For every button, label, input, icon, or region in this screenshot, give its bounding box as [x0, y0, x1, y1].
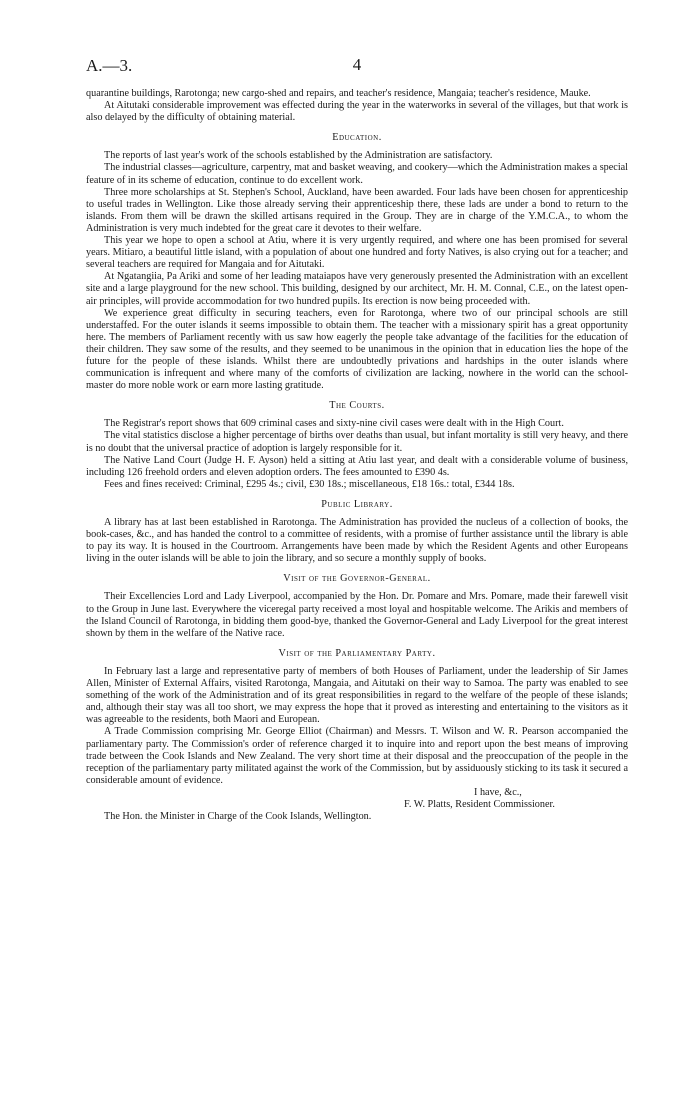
page-header — [86, 56, 628, 80]
paragraph: A Trade Commission comprising Mr. George Elliot (Chairman) and Messrs. T. Wilson and W. R. Pearson accompanied the parliamentary party. The Commission's order of reference charged it to inquire into and report upon the best means of improving trade between the Cook Islands and New Zealand. The very short time at their disposal and the preoccupation of the people in the reception of the parliamentary party militated against the work of the Commission, but by assiduously sticking to its task it secured a considerable amount of evidence. — [86, 726, 628, 786]
paragraph: quarantine buildings, Rarotonga; new cargo-shed and repairs, and teacher's residence, Mangaia; teacher's residence, Mauke. — [86, 88, 591, 99]
paragraph: In February last a large and representative party of members of both Houses of Parliament, under the leadership of Sir James Allen, Minister of External Affairs, visited Rarotonga, Mangaia, and Aitutaki on their way to Samoa. The party was enabled to see something of the work of the Administration and of its great responsibilities in regard to the welfare of the people of these islands; and, although their stay was all too short, we may express the hope that it proved as interesting and entertaining to the visitors as it was agreeable to the residents, both Maori and European. — [86, 665, 628, 726]
paragraph: Fees and fines received: Criminal, £295 4s.; civil, £30 18s.; miscellaneous, £18 16s.: total, £344 18s. — [104, 478, 515, 490]
section-heading-library: Public Library. — [321, 498, 393, 510]
page-number: 4 — [352, 55, 362, 74]
page-body — [86, 88, 628, 823]
paragraph: At Aitutaki considerable improvement was effected during the year in the waterworks in several of the villages, but that work is also delayed by the difficulty of obtaining material. — [86, 100, 628, 124]
section-heading-parliamentary: Visit of the Parliamentary Party. — [278, 647, 436, 659]
paragraph: A library has at last been established in Rarotonga. The Administration has provided the nucleus of a collection of books, the book-cases, &c., and has handed the control to a committee of residents, with a promise of further assistance until the library is able to pay its way. It is housed in the Courtroom. Arrangements have been made by which the Resident Agents and other Europeans living in the outer islands will be able to join the library, and so secure a monthly supply of books. — [86, 517, 628, 565]
paragraph: We experience great difficulty in securing teachers, even for Rarotonga, where two of our principal schools are still understaffed. For the outer islands it seems impossible to obtain them. The teacher with a missionary spirit has a great opportunity here. The members of Parliament recently with us saw how eagerly the people take advantage of the facilities for the education of their children. They saw some of the results, and they seemed to be unanimous in the opinion that in education lies the hope of the future for the people of these islands. Whilst there are undoubtedly privations and hardships in the outer islands where communication is infrequent and where many of the comforts of civilization are lacking, nowhere in the world can the school-master do more noble work or earn more lasting gratitude. — [86, 307, 628, 392]
paragraph: This year we hope to open a school at Atiu, where it is very urgently required, and where one has been promised for several years. Mitiaro, a beautiful little island, with a population of about one hundred and forty Natives, is also crying out for a teacher; and several teachers are required for Mangaia and for Aitutaki. — [86, 235, 628, 271]
document-reference: A.—3. — [86, 56, 133, 75]
paragraph: The industrial classes—agriculture, carpentry, mat and basket weaving, and cookery—which the Administration makes a special feature of in its scheme of education, continue to do excellent work. — [86, 162, 628, 186]
signature-closing: I have, &c., — [474, 786, 522, 798]
section-heading-governor: Visit of the Governor-General. — [283, 573, 431, 585]
paragraph: The vital statistics disclose a higher percentage of births over deaths than usual, but infant mortality is still very heavy, and there is no doubt that the universal practice of adoption is largely responsible for it. — [86, 430, 628, 454]
paragraph: The Native Land Court (Judge H. F. Ayson) held a sitting at Atiu last year, and dealt with a considerable volume of business, including 126 freehold orders and eleven adoption orders. The fees amounted to £390 4s. — [86, 454, 628, 478]
paragraph: Their Excellencies Lord and Lady Liverpool, accompanied by the Hon. Dr. Pomare and Mrs. Pomare, made their farewell visit to the Group in June last. Everywhere the viceregal party received a most loyal and hospitable welcome. The Arikis and members of the Island Council of Rarotonga, in bidding them good-bye, thanked the Governor-General and Lady Liverpool for the great interest shown by them in the welfare of the Native race. — [86, 591, 628, 639]
paragraph: The reports of last year's work of the schools established by the Administration are satisfactory. — [104, 150, 493, 162]
paragraph: At Ngatangiia, Pa Ariki and some of her leading mataiapos have very generously presented the Administration with an excellent site and a large playground for the new school. This building, designed by our architect, Mr. H. M. Connal, C.E., on the latest open-air principles, will provide accommodation for two hundred pupils. Its erection is now being proceeded with. — [86, 271, 628, 307]
paragraph: The Registrar's report shows that 609 criminal cases and sixty-nine civil cases were dealt with in the High Court. — [104, 418, 564, 430]
paragraph: Three more scholarships at St. Stephen's School, Auckland, have been awarded. Four lads have been chosen for apprenticeship to useful trades in Wellington. Like those already serving their apprenticeship there, these lads are under a bond to return to the islands. From them will be drawn the skilled artisans required in the Group. They are in charge of the Y.M.C.A., to whom the Administration is very much indebted for the great care it devotes to their welfare. — [86, 186, 628, 234]
addressee: The Hon. the Minister in Charge of the Cook Islands, Wellington. — [104, 811, 372, 823]
section-heading-education: Education. — [332, 132, 382, 144]
signature-name: F. W. Platts, Resident Commissioner. — [404, 798, 555, 810]
section-heading-courts: The Courts. — [329, 400, 385, 412]
